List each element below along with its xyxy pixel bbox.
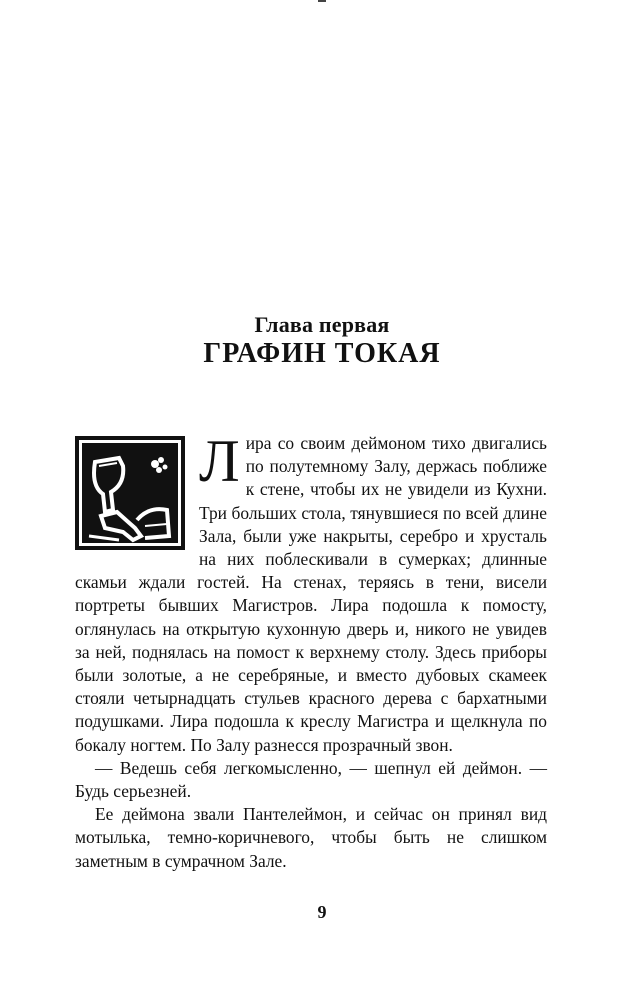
chapter-text (75, 428, 547, 873)
paragraph-1-text: ира со своим деймоном тихо двигались по полутемному Залу, держась поближе к стене, чтобы их не увидели из Кухни. Три больших стола, тянувшиеся по всей длине Зала, были уже накрыты, серебро и хрусталь на них поблескивали в сумерках; длинные скамьи ждали гостей. На стенах, теряясь в тени, висели портреты бывших Магистров. Лира подошла к помосту, оглянулась на открытую кухонную дверь и, никого не увидев за ней, поднялась на помост к верхнему столу. Здесь приборы были золотые, а не серебряные, и вместо дубовых скамеек стояли четырнадцать стульев красного дерева с бархатными подушками. Лира подошла к креслу Магистра и щелкнула по бокалу ногтем. По Залу разнесся прозрачный звон. (75, 433, 547, 755)
chapter-title: ГРАФИН ТОКАЯ (203, 338, 441, 369)
page-number: 9 (317, 902, 327, 922)
paragraph-1 (75, 428, 547, 757)
chapter-label: Глава первая (254, 312, 390, 337)
paragraph-3: Ее деймона звали Пантелеймон, и сейчас он принял вид мотылька, темно-коричневого, чтобы быть не слишком заметным в сумрачном Зале. (75, 804, 547, 871)
paragraph-2: — Ведешь себя легкомысленно, — шепнул ей деймон. — Будь серьезней. (75, 757, 547, 802)
top-page-mark (318, 0, 326, 2)
decanter-glass-icon (75, 436, 185, 550)
drop-cap-letter: Л (199, 428, 240, 494)
